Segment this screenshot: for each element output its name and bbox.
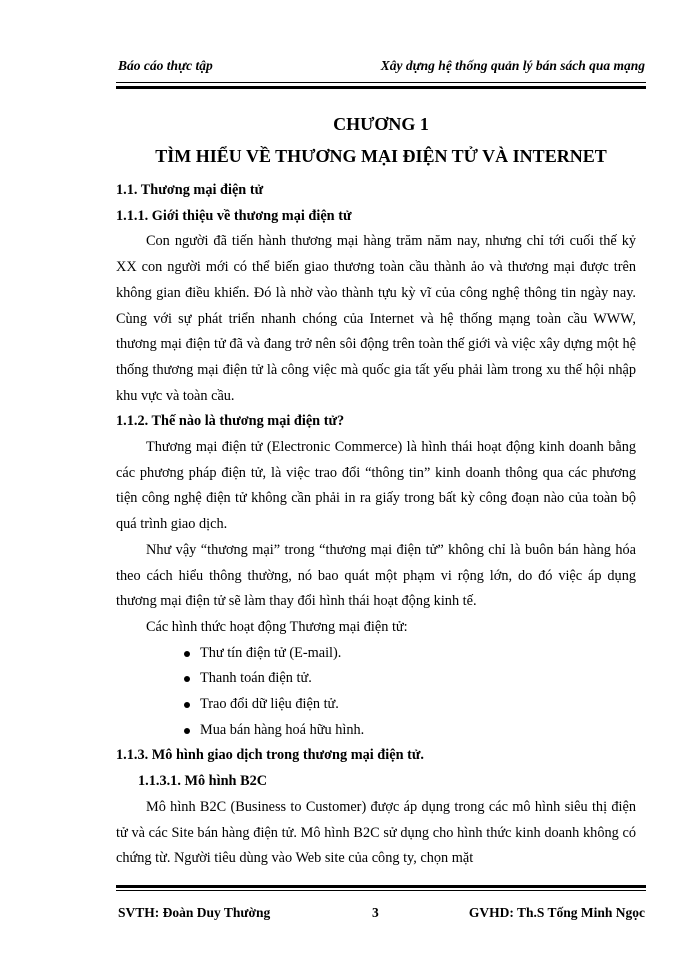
section-heading-1-1-3: 1.1.3. Mô hình giao dịch trong thương mại điện tử.	[116, 747, 425, 764]
header-left-text: Báo cáo thực tập	[118, 58, 213, 73]
page-number: 3	[372, 905, 379, 920]
page-header	[118, 58, 645, 74]
header-rule-thin	[116, 82, 646, 83]
paragraph-b2c: Mô hình B2C (Business to Customer) được áp dụng trong các mô hình siêu thị điện tử và các Site bán hàng điện tử. Mô hình B2C sử dụng cho hình thức kinh doanh không có chứng từ. Người tiêu dùng vào Web site của công ty, chọn mặt	[116, 798, 636, 867]
footer-student: SVTH: Đoàn Duy Thường	[118, 905, 271, 920]
section-heading-1-1-3-1: 1.1.3.1. Mô hình B2C	[138, 773, 268, 790]
paragraph-definition: Thương mại điện tử (Electronic Commerce) là hình thái hoạt động kinh doanh bằng các phương pháp điện tử, là việc trao đổi “thông tin” kinh doanh thông qua các phương tiện công nghệ điện tử không cần phải in ra giấy trong bất kỳ công đoạn nào của toàn bộ quá trình giao dịch.	[116, 439, 636, 533]
page-content	[116, 178, 636, 872]
paragraph-intro: Con người đã tiến hành thương mại hàng trăm năm nay, nhưng chỉ tới cuối thế kỷ XX con người mới có thể biến giao thương toàn cầu thành ảo và thương mại được trên không gian điều khiển. Đó là nhờ vào thành tựu kỳ vĩ của công nghệ thông tin ngày nay. Cùng với sự phát triển nhanh chóng của Internet và hệ thống mạng toàn cầu WWW, thương mại điện tử đã và đang trở nên sôi động trên toàn thế giới và việc xây dựng một hệ thống thương mại điện tử là công việc mà quốc gia tất yếu phải làm trong xu thế hội nhập khu vực và toàn cầu.	[116, 233, 636, 404]
paragraph-scope: Như vậy “thương mại” trong “thương mại điện tử” không chỉ là buôn bán hàng hóa theo cách hiểu thông thường, nó bao quát một phạm vi rộng lớn, do đó việc áp dụng thương mại điện tử sẽ làm thay đổi hình thái hoạt động kinh tế.	[116, 541, 636, 610]
chapter-number: CHƯƠNG 1	[333, 114, 429, 134]
forms-list	[116, 641, 636, 744]
list-item: Thanh toán điện tử.	[116, 666, 636, 692]
section-heading-1-1-2: 1.1.2. Thế nào là thương mại điện tử?	[116, 413, 345, 430]
list-item: Trao đổi dữ liệu điện tử.	[116, 692, 636, 718]
paragraph-forms-intro: Các hình thức hoạt động Thương mại điện tử:	[146, 618, 408, 635]
footer-rule-thick	[116, 885, 646, 888]
list-item: Thư tín điện tử (E-mail).	[116, 641, 636, 667]
list-item: Mua bán hàng hoá hữu hình.	[116, 718, 636, 744]
footer-advisor: GVHD: Th.S Tống Minh Ngọc	[468, 905, 645, 920]
header-right-text: Xây dựng hệ thống quản lý bán sách qua mạng	[380, 58, 645, 73]
header-rule-thick	[116, 86, 646, 89]
chapter-title: TÌM HIỂU VỀ THƯƠNG MẠI ĐIỆN TỬ VÀ INTERNET	[155, 146, 607, 166]
section-heading-1-1: 1.1. Thương mại điện tử	[116, 182, 264, 198]
section-heading-1-1-1: 1.1.1. Giới thiệu về thương mại điện tử	[116, 207, 352, 224]
footer-rule-thin	[116, 890, 646, 891]
